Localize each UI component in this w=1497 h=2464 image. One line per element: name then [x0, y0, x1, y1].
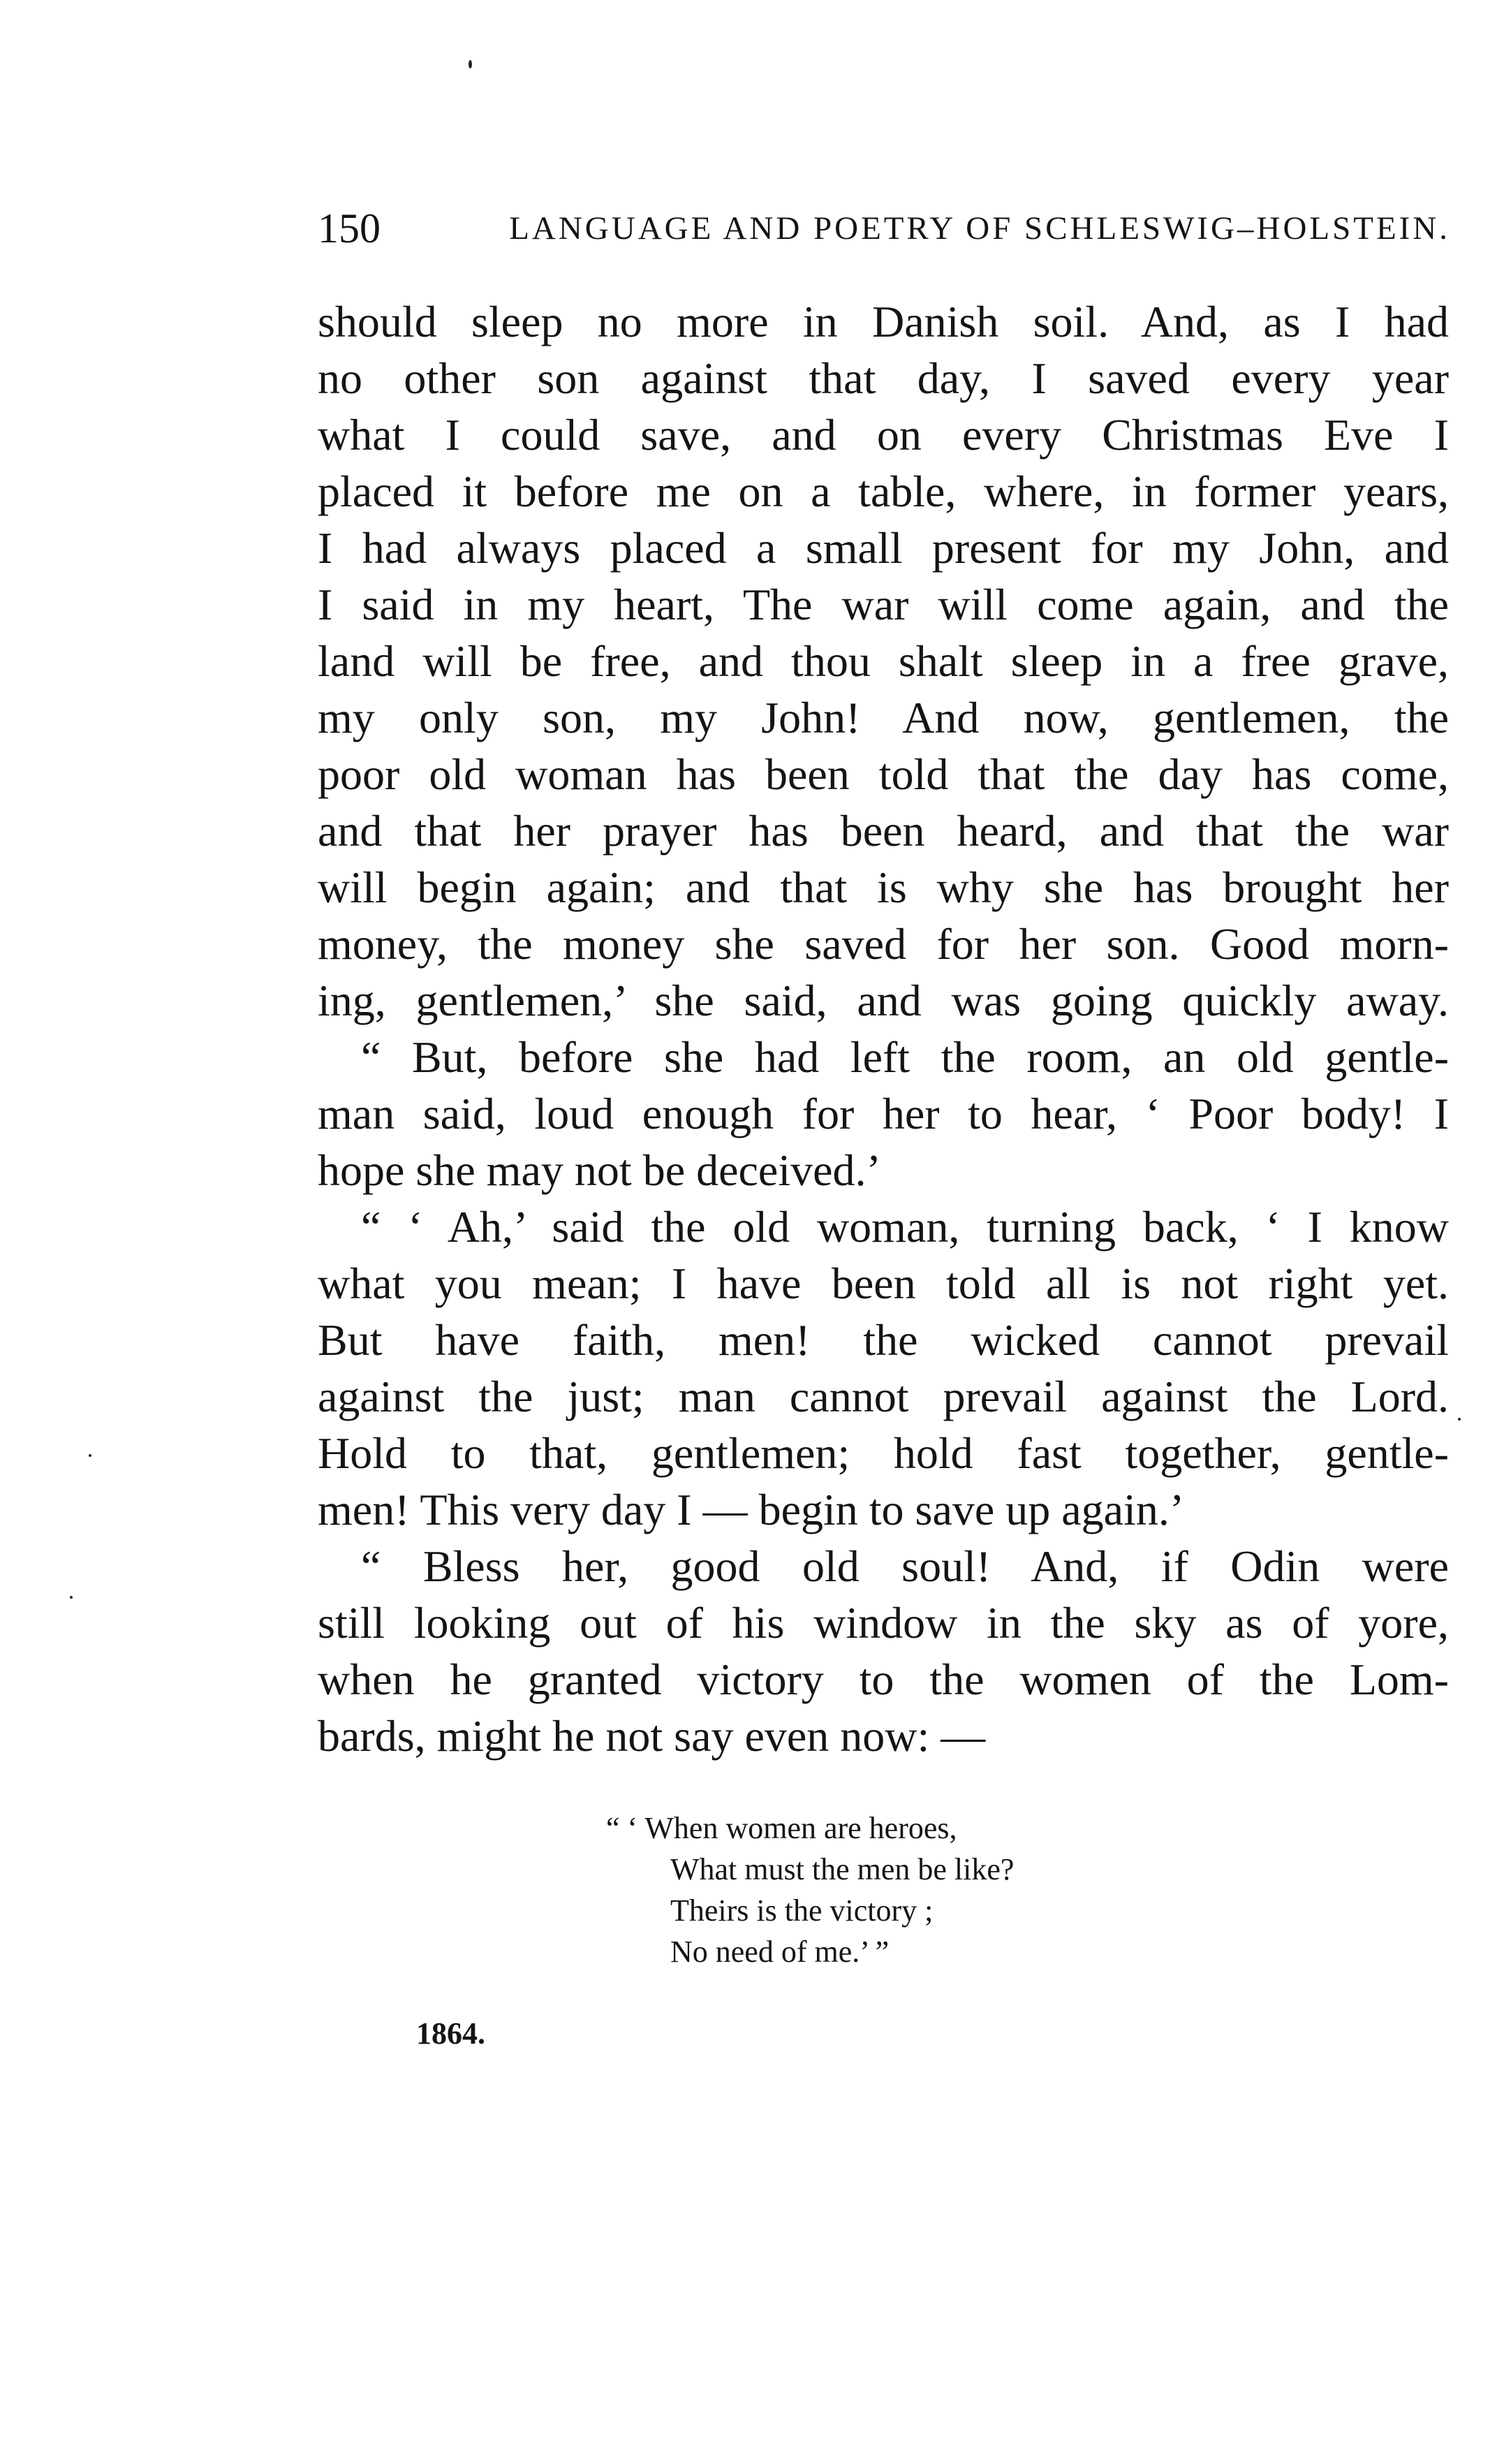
- poem-line: What must the men be like?: [670, 1852, 1015, 1886]
- text-line: when he granted victory to the women of the Lom-: [318, 1655, 1449, 1704]
- poem-line: Theirs is the victory ;: [670, 1893, 934, 1928]
- text-line: Hold to that, gentlemen; hold fast together, gentle-: [318, 1428, 1449, 1478]
- text-line: “ But, before she had left the room, an old gentle-: [361, 1032, 1449, 1082]
- text-line: poor old woman has been told that the day has come,: [318, 749, 1449, 799]
- page-number: 150: [318, 205, 381, 251]
- text-line: But have faith, men! the wicked cannot prevail: [318, 1315, 1449, 1365]
- date-line: 1864.: [416, 2016, 485, 2051]
- text-line: I said in my heart, The war will come again, and the: [318, 580, 1449, 629]
- text-line: will begin again; and that is why she has brought her: [318, 863, 1449, 912]
- text-line: what you mean; I have been told all is not right yet.: [318, 1259, 1449, 1308]
- text-line: placed it before me on a table, where, in former years,: [318, 467, 1449, 516]
- text-line: and that her prayer has been heard, and that the war: [318, 806, 1449, 856]
- text-line: still looking out of his window in the sky as of yore,: [318, 1598, 1449, 1648]
- print-speck: [1458, 1418, 1461, 1421]
- text-line: no other son against that day, I saved every year: [318, 353, 1449, 403]
- poem-line: No need of me.’ ”: [670, 1935, 890, 1969]
- text-line: land will be free, and thou shalt sleep in a free grave,: [318, 636, 1449, 686]
- text-line: ing, gentlemen,’ she said, and was going quickly away.: [318, 976, 1449, 1025]
- text-line: my only son, my John! And now, gentlemen, the: [318, 693, 1449, 742]
- body-text: [318, 293, 1449, 1764]
- text-line: should sleep no more in Danish soil. And, as I had: [318, 297, 1449, 346]
- text-line: against the just; man cannot prevail against the Lord.: [318, 1372, 1449, 1421]
- text-line: hope she may not be deceived.’: [318, 1145, 881, 1195]
- print-speck: [70, 1596, 73, 1599]
- poem-quote: [606, 1807, 1014, 1972]
- poem-line: “ ‘ When women are heroes,: [606, 1811, 957, 1845]
- print-speck: [89, 1454, 91, 1457]
- text-line: what I could save, and on every Christmas Eve I: [318, 410, 1449, 460]
- page-header: [318, 197, 1450, 260]
- text-line: money, the money she saved for her son. Good morn-: [318, 919, 1449, 969]
- running-head: LANGUAGE AND POETRY OF SCHLESWIG–HOLSTEIN.: [509, 210, 1450, 247]
- print-speck: [469, 60, 472, 68]
- text-line: I had always placed a small present for my John, and: [318, 523, 1449, 573]
- text-line: bards, might he not say even now: —: [318, 1711, 986, 1761]
- text-line: “ Bless her, good old soul! And, if Odin were: [361, 1541, 1449, 1591]
- text-line: men! This very day I — begin to save up again.’: [318, 1485, 1185, 1534]
- text-line: “ ‘ Ah,’ said the old woman, turning back, ‘ I know: [361, 1202, 1449, 1252]
- text-line: man said, loud enough for her to hear, ‘ Poor body! I: [318, 1089, 1449, 1138]
